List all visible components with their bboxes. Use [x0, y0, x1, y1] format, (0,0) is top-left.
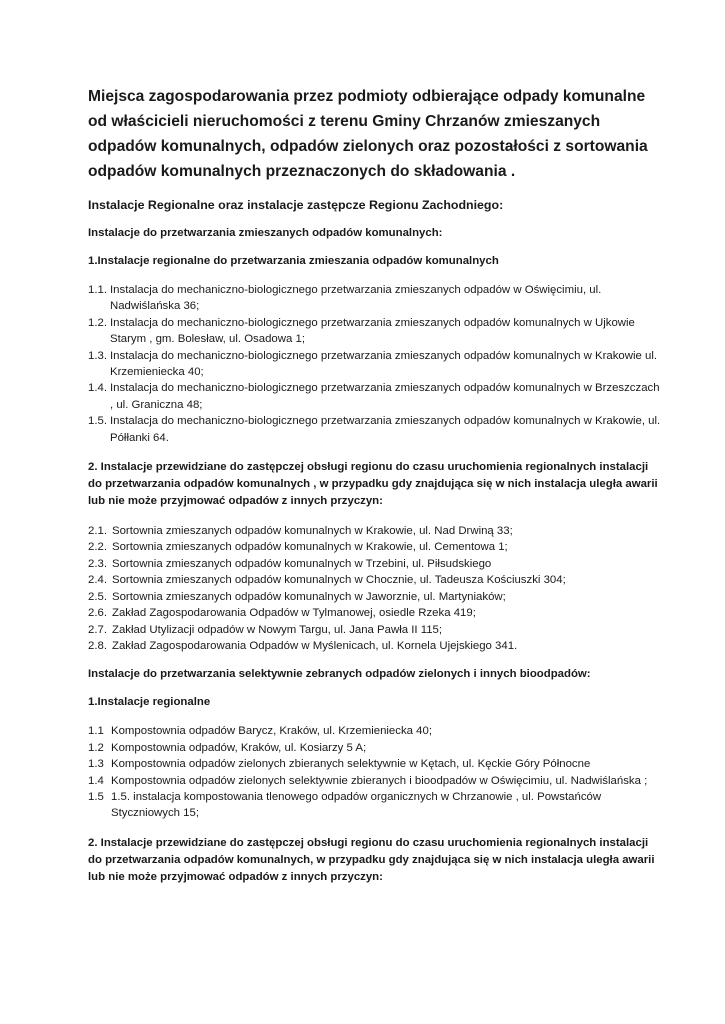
item-number: 2.4.: [88, 574, 107, 587]
list-item: [88, 605, 665, 621]
list-item: [88, 638, 665, 654]
list-item: [88, 282, 665, 315]
green-backup-heading: 2. Instalacje przewidziane do zastępczej obsługi regionu do czasu uruchomienia regionalnych instalacji do przetwarzania odpadów komunalnych, w przypadku gdy znajdująca się w nich instalacja uległa awarii lub nie może przyjmować odpadów z innych przyczyn:: [88, 836, 655, 883]
item-text: Instalacja do mechaniczno-biologicznego przetwarzania zmieszanych odpadów komunalnych w Krakowie, ul. Półłanki 64.: [110, 415, 661, 444]
item-number: 1.4.: [88, 382, 107, 395]
item-number: 1.1.: [88, 284, 107, 296]
list-item: [88, 315, 665, 348]
item-number: 2.5.: [88, 590, 107, 603]
item-number: 1.4: [88, 774, 104, 787]
item-text: Sortownia zmieszanych odpadów komunalnych w Jaworznie, ul. Martyniaków;: [112, 590, 506, 603]
item-text: Instalacja do mechaniczno-biologicznego przetwarzania zmieszanych odpadów komunalnych w Krakowie ul. Krzemieniecka 40;: [110, 349, 658, 379]
item-number: 1.5: [88, 790, 104, 803]
green-regional-heading: 1.Instalacje regionalne: [88, 696, 211, 709]
list-item: [88, 523, 665, 539]
mixed-backup-list: [88, 523, 665, 654]
green-waste-heading: Instalacje do przetwarzania selektywnie zebranych odpadów zielonych i innych bioodpadów:: [88, 668, 591, 681]
green-regional-list: [88, 723, 665, 821]
item-number: 2.2.: [88, 541, 107, 554]
mixed-regional-list: [88, 282, 665, 446]
item-text: Instalacja do mechaniczno-biologicznego przetwarzania zmieszanych odpadów w Oświęcimiu, ul. Nadwiślańska 36;: [110, 284, 602, 313]
item-text: Sortownia zmieszanych odpadów komunalnych w Chocznie, ul. Tadeusza Kościuszki 304;: [112, 574, 566, 587]
item-text: Instalacja do mechaniczno-biologicznego przetwarzania zmieszanych odpadów komunalnych w Brzeszczach , ul. Graniczna 48;: [110, 382, 660, 411]
item-number: 2.1.: [88, 525, 107, 538]
list-item: [88, 589, 665, 605]
item-number: 1.3: [88, 758, 104, 771]
item-number: 1.5.: [88, 415, 107, 428]
item-text: Sortownia zmieszanych odpadów komunalnych w Trzebini, ul. Piłsudskiego: [112, 557, 492, 570]
list-item: [88, 622, 665, 638]
item-text: Zakład Utylizacji odpadów w Nowym Targu, ul. Jana Pawła II 115;: [112, 623, 443, 636]
item-number: 2.8.: [88, 639, 107, 652]
item-text: Kompostownia odpadów zielonych zbieranych selektywnie w Kętach, ul. Kęckie Góry Północne: [111, 758, 591, 771]
mixed-regional-heading: 1.Instalacje regionalne do przetwarzania zmieszania odpadów komunalnych: [88, 255, 499, 267]
item-number: 1.1: [88, 725, 104, 738]
mixed-waste-heading: Instalacje do przetwarzania zmieszanych odpadów komunalnych:: [88, 227, 443, 239]
item-text: Sortownia zmieszanych odpadów komunalnych w Krakowie, ul. Cementowa 1;: [112, 541, 508, 554]
list-item: [88, 572, 665, 588]
item-text: Sortownia zmieszanych odpadów komunalnych w Krakowie, ul. Nad Drwiną 33;: [112, 525, 513, 538]
list-item: [88, 539, 665, 555]
list-item: [88, 773, 665, 789]
item-text: Kompostownia odpadów zielonych selektywnie zbieranych i bioodpadów w Oświęcimiu, ul. Nadwiślańska ;: [111, 774, 648, 787]
regional-installations-heading: Instalacje Regionalne oraz instalacje zastępcze Regionu Zachodniego:: [88, 198, 504, 212]
item-text: Instalacja do mechaniczno-biologicznego przetwarzania zmieszanych odpadów komunalnych w Ujkowie Starym , gm. Bolesław, ul. Osadowa 1;: [110, 316, 635, 346]
item-text: Kompostownia odpadów Barycz, Kraków, ul. Krzemieniecka 40;: [111, 725, 432, 738]
item-text: 1.5. instalacja kompostowania tlenowego odpadów organicznych w Chrzanowie , ul. Powstańców Styczniowych 15;: [111, 790, 602, 820]
item-number: 1.3.: [88, 349, 107, 362]
item-number: 1.2.: [88, 316, 107, 329]
document-title: Miejsca zagospodarowania przez podmioty odbierające odpady komunalne od właścicieli nieruchomości z terenu Gminy Chrzanów zmieszanych odpadów komunalnych, odpadów zielonych oraz pozostałości z sortowania odpadów komunalnych przeznaczonych do składowania .: [88, 88, 648, 180]
item-number: 2.7.: [88, 623, 107, 636]
list-item: [88, 723, 665, 739]
item-number: 1.2: [88, 741, 104, 754]
item-text: Kompostownia odpadów, Kraków, ul. Kosiarzy 5 A;: [111, 741, 367, 754]
list-item: [88, 789, 665, 822]
mixed-backup-heading: 2. Instalacje przewidziane do zastępczej obsługi regionu do czasu uruchomienia regionalnych instalacji do przetwarzania odpadów komunalnych , w przypadku gdy znajdująca się w nich instalacja uległa awarii lub nie może przyjmować odpadów z innych przyczyn:: [88, 461, 658, 508]
list-item: [88, 740, 665, 756]
item-number: 2.6.: [88, 607, 107, 620]
list-item: [88, 413, 665, 446]
list-item: [88, 348, 665, 381]
list-item: [88, 380, 665, 413]
item-number: 2.3.: [88, 557, 107, 570]
item-text: Zakład Zagospodarowania Odpadów w Myślenicach, ul. Kornela Ujejskiego 341.: [112, 639, 518, 652]
item-text: Zakład Zagospodarowania Odpadów w Tylmanowej, osiedle Rzeka 419;: [112, 607, 476, 620]
list-item: [88, 756, 665, 772]
list-item: [88, 556, 665, 572]
